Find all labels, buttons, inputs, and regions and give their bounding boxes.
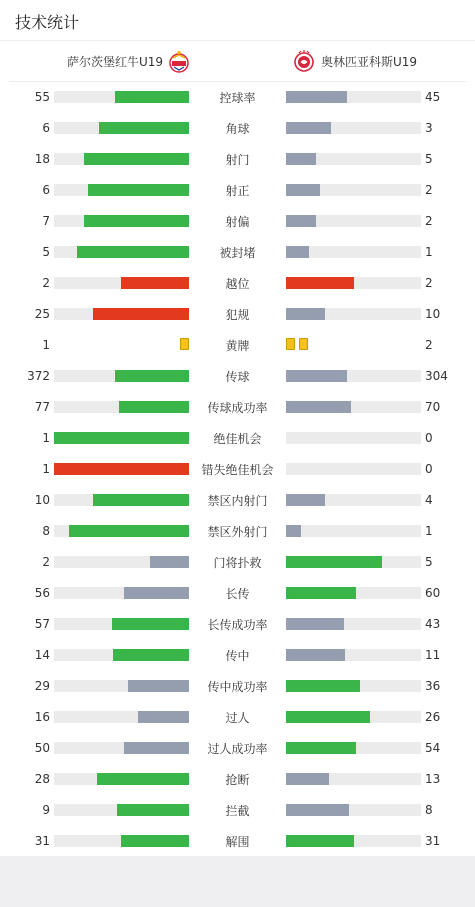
away-stat-bar [286, 215, 316, 227]
stat-label: 被封堵 [219, 246, 256, 260]
away-stat-bar [286, 122, 331, 134]
away-stat-value: 304 [425, 369, 448, 383]
home-stat-bar [84, 153, 189, 165]
home-stat-bar [77, 246, 189, 258]
home-stat-bar-track [54, 246, 189, 258]
away-stat-value: 70 [425, 400, 441, 414]
away-stat-value: 2 [425, 338, 433, 352]
stat-row [0, 485, 475, 516]
home-stat-value: 1 [42, 338, 50, 352]
away-stat-bar [286, 401, 351, 413]
stat-label: 拦截 [225, 804, 250, 818]
home-stat-value: 7 [42, 214, 50, 228]
away-stat-bar-track [286, 680, 421, 692]
away-stat-bar-track [286, 618, 421, 630]
home-stat-bar-track [54, 773, 189, 785]
home-stat-value: 2 [42, 555, 50, 569]
away-stat-value: 10 [425, 307, 441, 321]
stat-label: 射正 [225, 184, 250, 198]
away-stat-bar-track [286, 494, 421, 506]
away-stat-bar [286, 556, 382, 568]
away-stat-value: 1 [425, 245, 433, 259]
stat-label: 禁区内射门 [207, 494, 268, 508]
home-stat-bar-track [54, 153, 189, 165]
home-stat-bar [69, 525, 189, 537]
home-stat-value: 1 [42, 431, 50, 445]
home-stat-value: 9 [42, 803, 50, 817]
home-stat-value: 29 [34, 679, 50, 693]
home-stat-bar-track [54, 122, 189, 134]
away-stat-value: 3 [425, 121, 433, 135]
home-stat-value: 2 [42, 276, 50, 290]
yellow-card-icon [299, 338, 308, 350]
away-stat-bar [286, 835, 354, 847]
away-stat-bar-track [286, 277, 421, 289]
away-stat-bar-track [286, 463, 421, 475]
home-stat-bar [88, 184, 189, 196]
header [0, 0, 475, 41]
stat-label: 解围 [225, 835, 250, 849]
away-stat-value: 0 [425, 431, 433, 445]
away-stat-bar [286, 153, 316, 165]
home-stat-bar-track [54, 742, 189, 754]
stat-label: 越位 [225, 277, 250, 291]
away-stat-value: 4 [425, 493, 433, 507]
home-stat-value: 16 [34, 710, 50, 724]
stat-label: 禁区外射门 [207, 525, 268, 539]
away-stat-value: 2 [425, 214, 433, 228]
home-stat-bar-track [54, 401, 189, 413]
home-stat-bar-track [54, 556, 189, 568]
stat-row [0, 547, 475, 578]
away-stat-value: 13 [425, 772, 441, 786]
away-stat-value: 31 [425, 834, 441, 848]
home-stat-value: 25 [34, 307, 50, 321]
away-stat-bar-track [286, 370, 421, 382]
home-stat-bar [84, 215, 189, 227]
away-stat-bar [286, 587, 356, 599]
stat-row [0, 454, 475, 485]
home-stat-bar [128, 680, 189, 692]
stat-label: 长传 [225, 587, 250, 601]
away-stat-value: 5 [425, 152, 433, 166]
stat-row [0, 392, 475, 423]
away-stat-bar-track [286, 773, 421, 785]
home-stat-bar-track [54, 525, 189, 537]
home-stat-value: 56 [34, 586, 50, 600]
home-stat-bar-track [54, 215, 189, 227]
home-stat-bar [121, 835, 189, 847]
away-stat-bar-track [286, 587, 421, 599]
home-stat-bar [115, 91, 189, 103]
home-stat-bar-track [54, 91, 189, 103]
yellow-card-icon [286, 338, 295, 350]
home-team[interactable] [67, 41, 191, 81]
away-stat-bar-track [286, 835, 421, 847]
away-team[interactable] [292, 41, 417, 81]
red-bull-salzburg-logo-icon [167, 49, 191, 73]
away-stat-bar-track [286, 525, 421, 537]
away-stat-bar [286, 91, 347, 103]
yellow-card-icon [180, 338, 189, 350]
away-stat-value: 5 [425, 555, 433, 569]
away-stat-bar-track [286, 153, 421, 165]
home-stat-value: 18 [34, 152, 50, 166]
home-stat-value: 372 [27, 369, 50, 383]
home-stat-value: 6 [42, 121, 50, 135]
away-stat-bar [286, 742, 356, 754]
stat-label: 门将扑救 [213, 556, 262, 570]
home-stat-bar [119, 401, 189, 413]
away-stat-bar [286, 525, 301, 537]
stat-row [0, 299, 475, 330]
stat-label: 射偏 [225, 215, 250, 229]
home-stat-bar [112, 618, 189, 630]
stat-row [0, 175, 475, 206]
away-team-name: 奥林匹亚科斯U19 [321, 54, 418, 69]
stat-label: 错失绝佳机会 [201, 463, 274, 477]
away-stat-value: 1 [425, 524, 433, 538]
home-team-name: 萨尔茨堡红牛U19 [67, 54, 164, 69]
away-stat-bar-track [286, 91, 421, 103]
home-stat-bar [121, 277, 189, 289]
home-stat-bar [93, 308, 189, 320]
stat-label: 过人 [225, 711, 250, 725]
stat-label: 黄牌 [225, 339, 250, 353]
away-stat-bar-track [286, 401, 421, 413]
stat-row [0, 82, 475, 113]
home-stat-bar-track [54, 711, 189, 723]
stat-row [0, 733, 475, 764]
away-stat-bar [286, 494, 325, 506]
away-stat-bar [286, 370, 347, 382]
away-stat-bar-track [286, 215, 421, 227]
away-stat-bar-track [286, 122, 421, 134]
away-stat-value: 60 [425, 586, 441, 600]
away-stat-bar-track [286, 556, 421, 568]
home-stat-value: 28 [34, 772, 50, 786]
away-stat-bar-track [286, 184, 421, 196]
away-stat-value: 43 [425, 617, 441, 631]
stat-row [0, 268, 475, 299]
away-stat-bar [286, 649, 345, 661]
away-stat-bar [286, 773, 329, 785]
stat-row [0, 671, 475, 702]
home-yellow-cards [180, 338, 189, 350]
stat-row [0, 764, 475, 795]
away-stat-bar [286, 184, 320, 196]
home-stat-bar-track [54, 649, 189, 661]
home-stat-bar-track [54, 370, 189, 382]
home-stat-value: 1 [42, 462, 50, 476]
stat-row [0, 702, 475, 733]
home-stat-bar-track [54, 804, 189, 816]
stat-row [0, 826, 475, 857]
home-stat-bar [54, 432, 189, 444]
away-stat-bar-track [286, 742, 421, 754]
stat-row [0, 206, 475, 237]
home-stat-value: 55 [34, 90, 50, 104]
home-stat-value: 31 [34, 834, 50, 848]
stat-row [0, 423, 475, 454]
stat-label: 角球 [225, 122, 250, 136]
away-stat-value: 11 [425, 648, 441, 662]
home-stat-bar [99, 122, 189, 134]
home-stat-value: 8 [42, 524, 50, 538]
away-stat-bar [286, 804, 349, 816]
away-stat-bar [286, 680, 360, 692]
home-stat-bar-track [54, 494, 189, 506]
home-stat-value: 77 [34, 400, 50, 414]
away-stat-bar-track [286, 432, 421, 444]
home-stat-bar-track [54, 277, 189, 289]
home-stat-bar-track [54, 184, 189, 196]
stat-label: 传中成功率 [207, 680, 268, 694]
page-title: 技术统计 [15, 13, 80, 32]
home-stat-bar-track [54, 835, 189, 847]
stat-label: 抢断 [225, 773, 250, 787]
home-stat-bar [115, 370, 189, 382]
away-stat-value: 2 [425, 276, 433, 290]
stat-label: 绝佳机会 [213, 432, 262, 446]
home-stat-bar [113, 649, 189, 661]
home-stat-bar [54, 463, 189, 475]
home-stat-value: 57 [34, 617, 50, 631]
away-stat-value: 45 [425, 90, 441, 104]
away-yellow-cards [286, 338, 308, 350]
stat-label: 犯规 [225, 308, 250, 322]
home-stat-bar-track [54, 308, 189, 320]
home-stat-bar [124, 742, 189, 754]
away-stat-bar-track [286, 804, 421, 816]
stat-label: 控球率 [219, 91, 256, 105]
stat-label: 传球 [225, 370, 250, 384]
home-stat-value: 14 [34, 648, 50, 662]
stat-label: 过人成功率 [207, 742, 268, 756]
away-stat-bar-track [286, 308, 421, 320]
away-stat-value: 0 [425, 462, 433, 476]
home-stat-bar [124, 587, 189, 599]
stat-row [0, 144, 475, 175]
stat-row [0, 640, 475, 671]
home-stat-bar-track [54, 680, 189, 692]
olympiacos-logo-icon [292, 49, 316, 73]
away-stat-bar [286, 308, 325, 320]
away-stat-value: 8 [425, 803, 433, 817]
away-stat-bar [286, 711, 370, 723]
home-stat-bar [93, 494, 189, 506]
home-stat-bar [150, 556, 189, 568]
stat-row [0, 113, 475, 144]
home-stat-value: 5 [42, 245, 50, 259]
stat-row [0, 516, 475, 547]
stat-label: 射门 [225, 153, 250, 167]
stat-row [0, 361, 475, 392]
home-stat-value: 6 [42, 183, 50, 197]
away-stat-value: 26 [425, 710, 441, 724]
home-stat-bar-track [54, 463, 189, 475]
stat-label: 传中 [225, 649, 250, 663]
stat-row [0, 237, 475, 268]
away-stat-value: 2 [425, 183, 433, 197]
away-stat-bar [286, 277, 354, 289]
home-stat-value: 50 [34, 741, 50, 755]
home-stat-bar [117, 804, 189, 816]
stat-row [0, 795, 475, 826]
away-stat-bar-track [286, 246, 421, 258]
stat-row [0, 578, 475, 609]
away-stat-bar [286, 246, 309, 258]
stat-label: 传球成功率 [207, 401, 268, 415]
stat-row [0, 330, 475, 361]
home-stat-bar-track [54, 432, 189, 444]
home-stat-bar-track [54, 618, 189, 630]
teams-header [9, 41, 466, 82]
stat-label: 长传成功率 [207, 618, 268, 632]
away-stat-value: 54 [425, 741, 441, 755]
away-stat-bar-track [286, 649, 421, 661]
away-stat-bar-track [286, 711, 421, 723]
home-stat-bar [138, 711, 189, 723]
away-stat-bar [286, 618, 344, 630]
home-stat-bar [97, 773, 189, 785]
away-stat-value: 36 [425, 679, 441, 693]
home-stat-bar-track [54, 587, 189, 599]
stat-row [0, 609, 475, 640]
home-stat-value: 10 [34, 493, 50, 507]
